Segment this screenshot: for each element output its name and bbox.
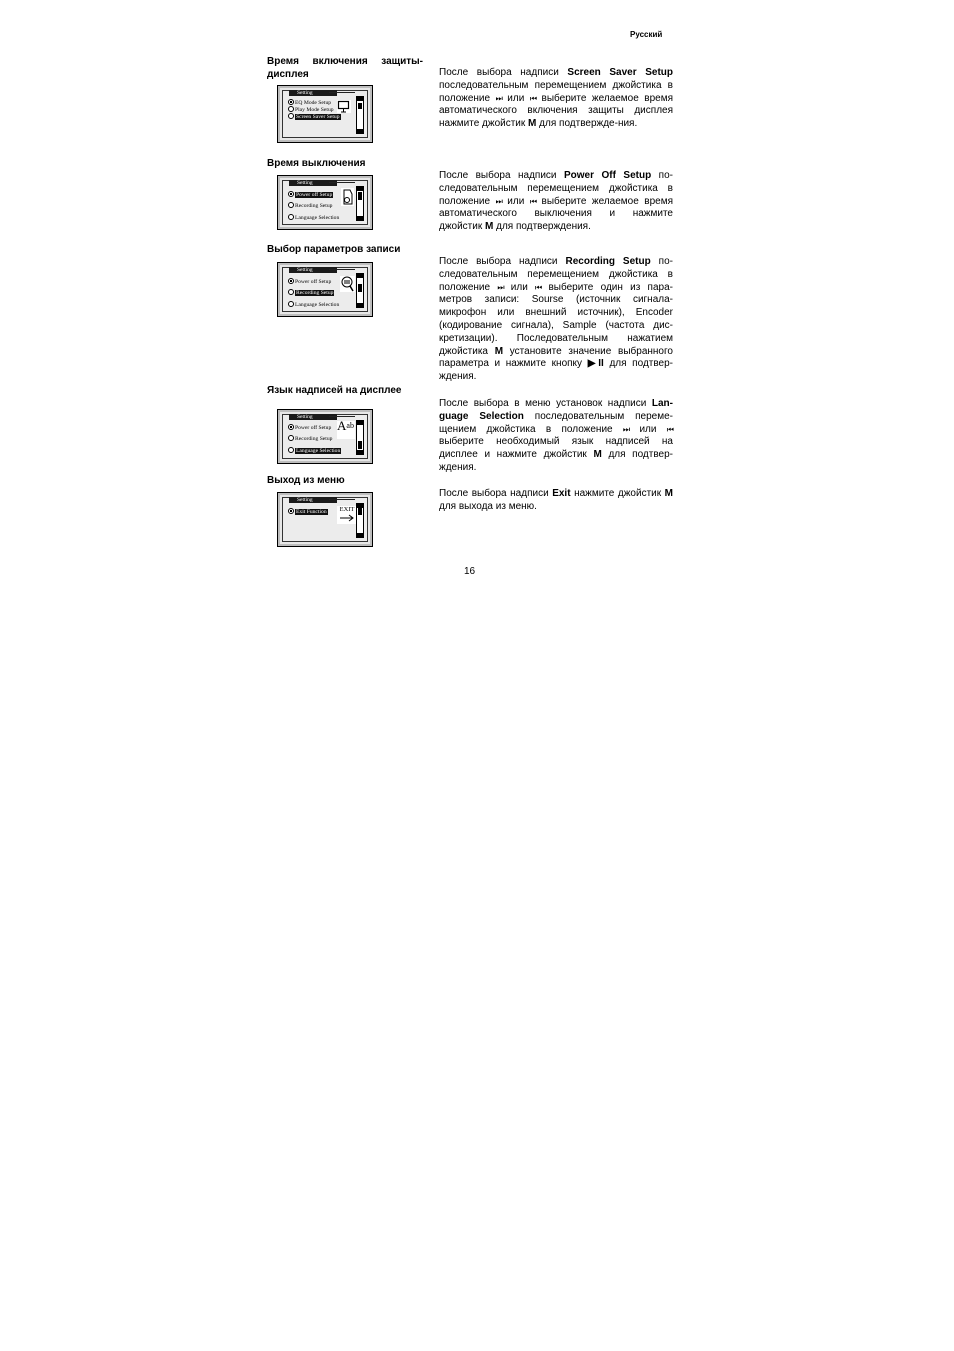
section-heading-exit: Выход из меню	[267, 475, 345, 486]
next-icon: ⏭	[495, 93, 502, 103]
menu-item: Power off Setup	[288, 191, 333, 199]
menu-item: Recording Setup	[288, 202, 332, 210]
section-text-poweroff: После выбора надписи Power Off Setup по-следовательным перемещением джойстика в положение ⏭ или ⏮ выберите желаемое время автоматического выключения и нажмите джойстик M для подтверждения.	[439, 170, 673, 233]
page-number: 16	[464, 566, 476, 577]
lcd-screen-language	[277, 409, 373, 464]
section-text-screensaver: После выбора надписи Screen Saver Setup последовательным перемещением джойстика в положение ⏭ или ⏮ выберите желаемое время автоматического включения защиты дисплея нажмите джойстик M для подтвержде-ния.	[439, 67, 674, 130]
scrollbar	[356, 503, 364, 538]
menu-item: EQ Mode Setup	[288, 99, 331, 107]
section-heading-screensaver: Время включения защиты-дисплея	[267, 56, 423, 80]
section-text-exit: После выбора надписи Exit нажмите джойстик M для выхода из меню.	[439, 488, 673, 512]
menu-item: Exit Function	[288, 508, 328, 516]
lcd-screen-poweroff	[277, 175, 373, 230]
menu-item: Play Mode Setup	[288, 106, 334, 114]
menu-item: Screen Saver Setup	[288, 113, 341, 121]
section-heading-poweroff: Время выключения	[267, 158, 366, 169]
microphone-icon	[340, 276, 355, 292]
monitor-icon	[337, 100, 351, 113]
menu-item: Recording Setup	[288, 435, 332, 443]
exit-icon: EXIT	[337, 506, 357, 524]
prev-icon: ⏮	[535, 282, 542, 292]
section-heading-recording: Выбор параметров записи	[267, 244, 401, 255]
next-icon: ⏭	[622, 424, 630, 434]
next-icon: ⏭	[497, 282, 504, 292]
lcd-tab: Setting	[289, 267, 337, 273]
menu-item: Language Selection	[288, 447, 341, 455]
menu-item: Power off Setup	[288, 424, 331, 432]
lcd-tab: Setting	[289, 180, 337, 186]
play-pause-icon: ▶II	[587, 358, 604, 370]
menu-item: Power off Setup	[288, 278, 331, 286]
section-text-recording: После выбора надписи Recording Setup по-следовательным перемещением джойстика в положение ⏭ или ⏮ выберите один из пара-метров записи: Sourse (источник сигнала- микрофон или внешний источник), Encoder (кодирование сигнала), Sample (частота дис-кретизации). Последовательным нажатием джойстика M установите значение выбранного параметра и нажмите кнопку ▶II для подтвер-ждения.	[439, 256, 674, 383]
prev-icon: ⏮	[529, 93, 537, 103]
scrollbar	[356, 420, 364, 455]
section-heading-language: Язык надписей на дисплее	[267, 385, 402, 396]
power-icon	[341, 188, 354, 206]
menu-item: Recording Setup	[288, 289, 334, 297]
lcd-tab: Setting	[289, 90, 337, 96]
language-label: Русский	[630, 30, 663, 39]
lcd-screen-recording	[277, 262, 373, 317]
menu-item: Language Selection	[288, 214, 339, 222]
section-text-language: После выбора в меню установок надписи Lan-guage Selection последовательным переме-щением джойстика в положение ⏭ или ⏮ выберите необходимый язык надписей на дисплее и нажмите джойстик M для подтвер-ждения.	[439, 398, 673, 473]
lcd-screen-exit	[277, 492, 373, 547]
next-icon: ⏭	[495, 196, 502, 206]
lcd-tab: Setting	[289, 497, 337, 503]
scrollbar	[356, 186, 364, 221]
scrollbar	[356, 273, 364, 308]
menu-item: Language Selection	[288, 301, 339, 309]
lcd-tab: Setting	[289, 414, 337, 420]
scrollbar	[356, 96, 364, 134]
prev-icon: ⏮	[529, 196, 537, 206]
prev-icon: ⏮	[666, 424, 673, 434]
lcd-screen-screensaver	[277, 85, 373, 143]
language-icon: $A^{ab}$	[337, 421, 355, 439]
